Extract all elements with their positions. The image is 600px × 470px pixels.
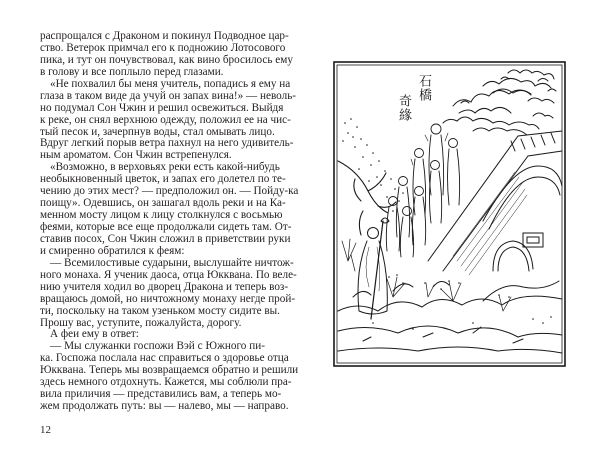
text-line: тый песок и, зачерпнув воды, стал омывать лицо. (40, 125, 275, 138)
text-line: распрощался с Драконом и покинул Подводное цар- (40, 30, 289, 42)
fairies (386, 124, 459, 257)
text-line: ным ароматом. Сон Чжин встрепенулся. (40, 149, 232, 162)
text-line: и смиренно обратился к феям: (40, 244, 185, 257)
illustration-caption-right: 石橋 (416, 74, 431, 102)
shrubs (342, 239, 511, 311)
text-line: здесь немного отдохнуть. Кажется, мы соблюли пра- (40, 376, 292, 389)
text-line: поищу». Одевшись, он зашагал вдоль реки и на Ка- (40, 197, 286, 210)
text-line: — Всемилостивые сударыни, выслушайте ничтож- (50, 256, 294, 269)
text-line: Юкквана. Теперь мы возвращаемся обратно и решили (40, 364, 299, 377)
text-line: глаза в таком виде да учуй он запах вина!» — неволь- (40, 89, 297, 102)
text-line: в голову и все поплыло перед глазами. (40, 65, 224, 78)
text-line: к реке, он снял верхнюю одежду, положил ее на чис- (40, 113, 291, 126)
clouds (443, 70, 556, 135)
text-line: менном мосту лицом к лицу столкнулся с восьмью (40, 209, 283, 222)
text-line: нию учителя ходил во дворец Дракона и теперь воз- (40, 280, 289, 293)
text-line: Вдруг легкий порыв ветра пахнул на него удивитель- (40, 137, 294, 150)
text-line: жем продолжать путь: вы — налево, мы — направо. (40, 400, 289, 413)
text-line: вращаюсь домой, но ничтожному монаху негде прой- (40, 292, 296, 305)
text-line: ставив посох, Сон Чжин сложил в приветствии руки (40, 232, 291, 245)
text-line: необыкновенный цветок, и запах его долетел по те- (40, 173, 286, 186)
text-line: вила приличия — представились вам, а теперь мо- (40, 388, 282, 401)
blossom-dots (342, 118, 404, 212)
text-line: Прошу вас, уступите, пожалуйста, дорогу. (40, 316, 242, 329)
illustration-caption-left: 奇緣 (396, 94, 411, 122)
text-line: «Не похвалил бы меня учитель, попадись я ему на (50, 77, 291, 90)
page-number: 12 (40, 424, 51, 436)
blossom-tree (338, 118, 404, 235)
text-line: ка. Госпожа послала нас справиться о здоровье отца (40, 352, 289, 365)
woodblock-print (333, 61, 566, 367)
text-line: ного монаха. Я ученик даоса, отца Юкквана. По веле- (40, 268, 297, 281)
text-line: феями, которые все еще продолжали сидеть там. От- (40, 221, 292, 233)
text-line: А феи ему в ответ: (50, 328, 139, 341)
text-line: пика, и тут он почувствовал, как вино бросилось ему (40, 53, 293, 66)
text-line: чению до этих мест? — предположил он. — Пойду-ка (40, 185, 299, 198)
outer-frame (334, 62, 565, 366)
text-line: ти, поскольку на таком узеньком мосту сидите вы. (40, 304, 280, 317)
text-line: — Мы служанки госпожи Вэй с Южного пи- (50, 340, 265, 353)
text-line: но подумал Сон Чжин и решил освежиться. Выйдя (40, 101, 284, 114)
text-line: ство. Ветерок примчал его к подножию Лотосового (40, 41, 286, 54)
stone-bridge (428, 131, 562, 275)
page-body-text (40, 30, 299, 413)
illustration (333, 61, 566, 367)
monk-with-staff (358, 218, 389, 319)
text-line: «Возможно, в верховьях реки есть какой-нибудь (50, 161, 280, 174)
